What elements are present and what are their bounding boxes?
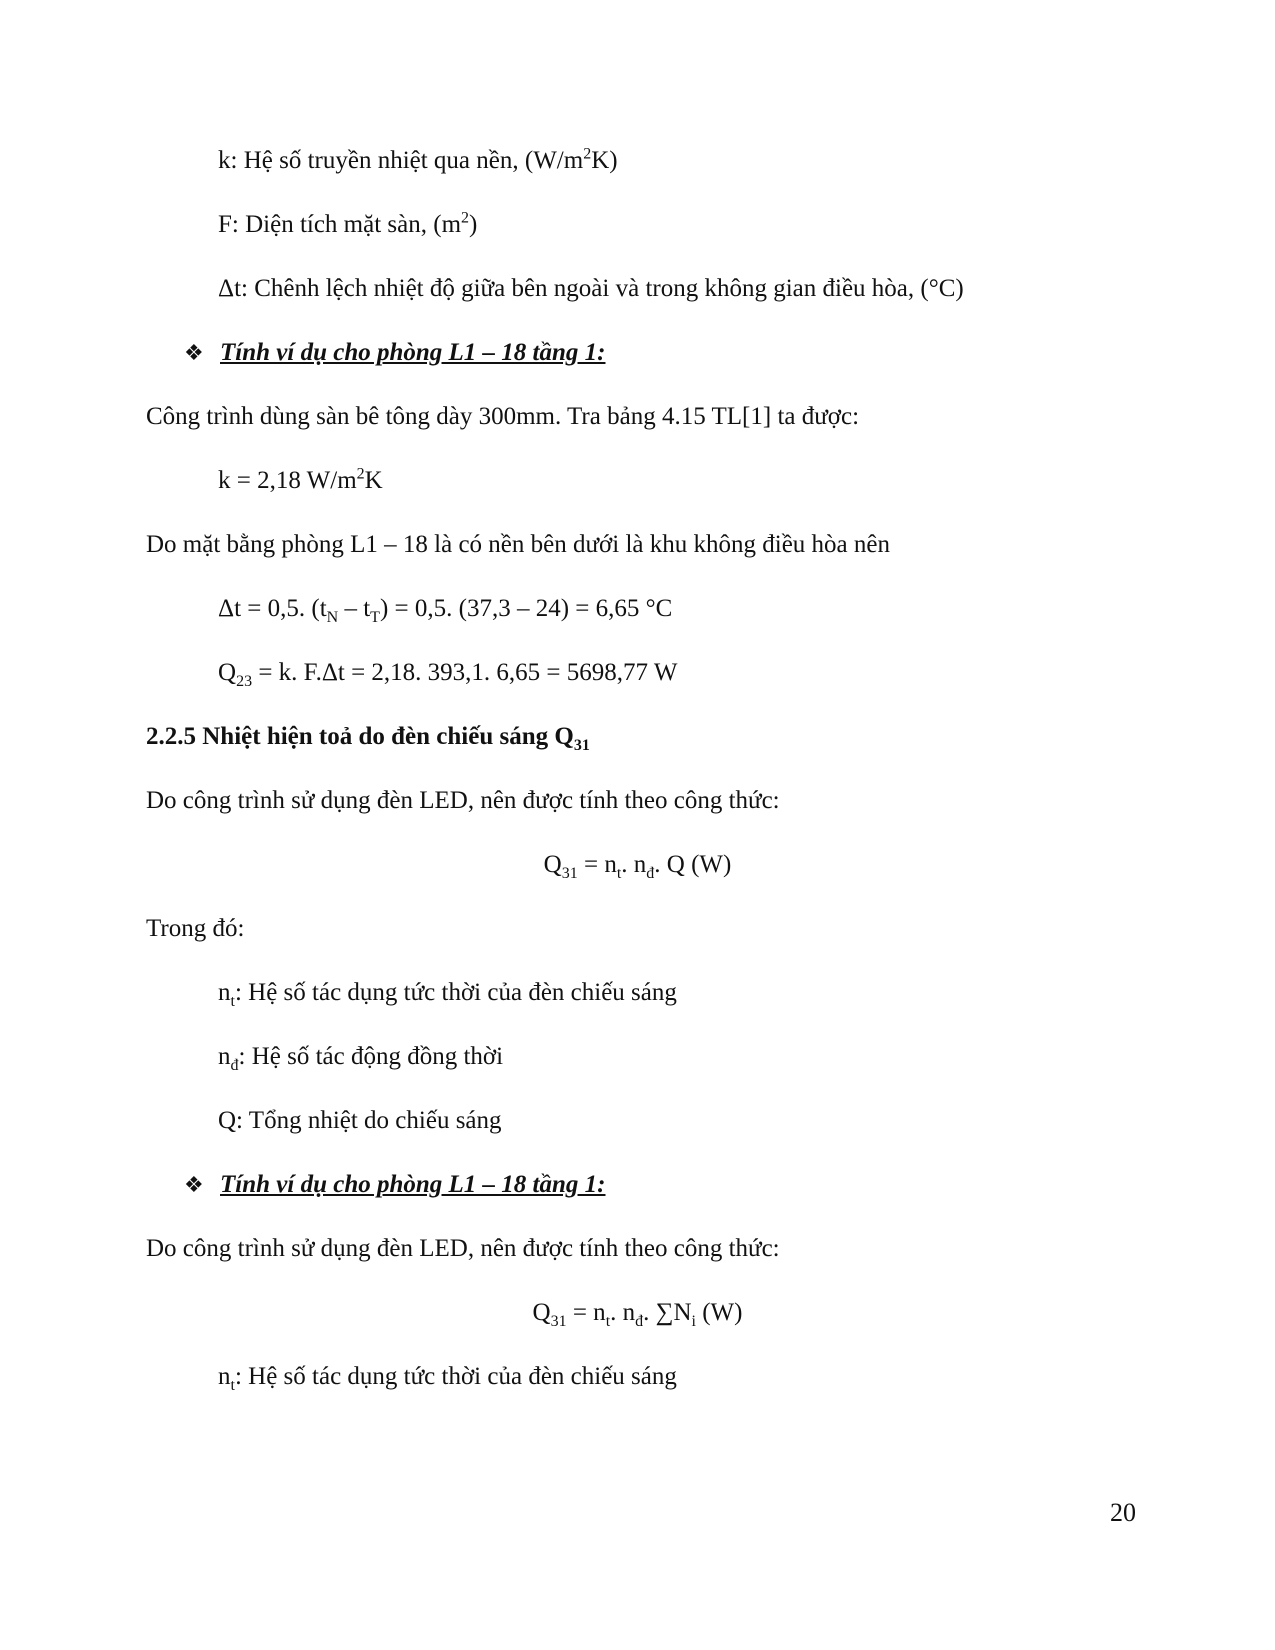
formula-q31-1: $Q_{31} = n_t$. $n_đ$. Q (W) bbox=[543, 851, 732, 882]
k-value: k = 2,18 $W/m^2K$ bbox=[218, 465, 383, 494]
delta-t-definition: Δt: Chênh lệch nhiệt độ giữa bên ngoài và trong không gian điều hòa, (°C) bbox=[218, 275, 964, 302]
section-heading: 2.2.5 Nhiệt hiện toả do đèn chiếu sáng $Q_{31}$ bbox=[146, 723, 590, 754]
nd-definition: $n_đ$: Hệ số tác động đồng thời bbox=[218, 1043, 504, 1074]
k-definition: k: Hệ số truyền nhiệt qua nền, $(W/m^2K)$ bbox=[218, 145, 618, 174]
q-definition: Q: Tổng nhiệt do chiếu sáng bbox=[218, 1107, 502, 1134]
nt-definition: $n_t$: Hệ số tác dụng tức thời của đèn chiếu sáng bbox=[218, 979, 677, 1010]
delta-t-calculation: Δt = 0,5. $(t_N - t_T) = 0,5$. (37,3 – 24) = 6,65 °C bbox=[218, 595, 673, 626]
plan-description: Do mặt bằng phòng L1 – 18 là có nền bên dưới là khu không điều hòa nên bbox=[146, 531, 890, 558]
floor-description: Công trình dùng sàn bê tông dày 300mm. Tra bảng 4.15 TL[1] ta được: bbox=[146, 403, 860, 430]
diamond-bullet-icon: ❖ bbox=[184, 1172, 204, 1197]
q23-calculation: $Q_{23} = k$. F.Δt = 2,18. 393,1. 6,65 = 5698,77 W bbox=[218, 659, 678, 690]
nt-definition-2: $n_t$: Hệ số tác dụng tức thời của đèn chiếu sáng bbox=[218, 1363, 677, 1394]
where-label: Trong đó: bbox=[146, 915, 245, 942]
page-number: 20 bbox=[1110, 1498, 1136, 1527]
led-description-2: Do công trình sử dụng đèn LED, nên được tính theo công thức: bbox=[146, 1235, 780, 1262]
f-definition: F: Diện tích mặt sàn, $(m^2)$ bbox=[218, 209, 478, 238]
led-description-1: Do công trình sử dụng đèn LED, nên được tính theo công thức: bbox=[146, 787, 780, 814]
formula-q31-2: $Q_{31} = n_t$. $n_đ$. $\sum N_i$ (W) bbox=[532, 1299, 743, 1330]
example-heading-2: ❖ Tính ví dụ cho phòng L1 – 18 tầng 1: bbox=[184, 1171, 606, 1198]
diamond-bullet-icon: ❖ bbox=[184, 340, 204, 365]
example-heading-1: ❖ Tính ví dụ cho phòng L1 – 18 tầng 1: bbox=[184, 339, 606, 366]
